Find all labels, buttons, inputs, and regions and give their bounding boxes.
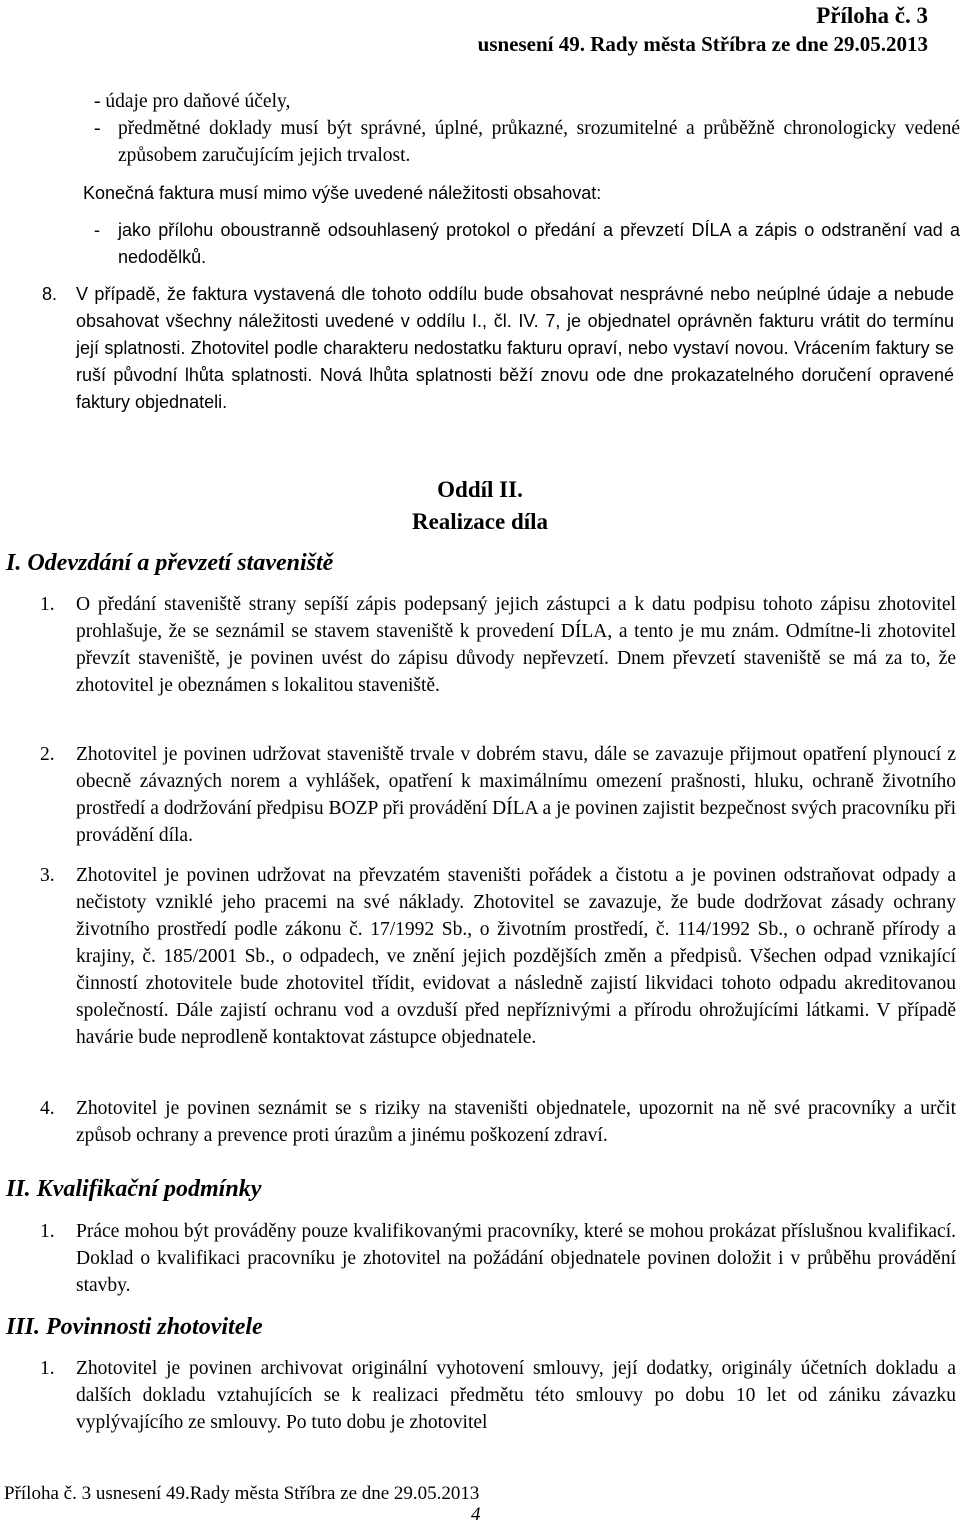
numbered-paragraph bbox=[40, 862, 956, 1051]
list-item-text: předmětné doklady musí být správné, úplné, průkazné, srozumitelné a průběžně chronologicky vedené způsobem zaručujícím jejich trvalost. bbox=[118, 118, 960, 166]
list-dash: - bbox=[94, 118, 101, 139]
part2-heading: II. Kvalifikační podmínky bbox=[6, 1176, 262, 1202]
header-attachment-label: Příloha č. 3 bbox=[816, 3, 928, 28]
page-number: 4 bbox=[471, 1504, 481, 1525]
paragraph-text: V případě, že faktura vystavená dle tohoto oddílu bude obsahovat nesprávné nebo neúplné údaje a nebude obsahovat všechny náležitosti uvedené v oddílu I., čl. IV. 7, je objednatel oprávněn fakturu vrátit do termínu její splatnosti. Zhotovitel podle charakteru nedostatku fakturu opraví, nebo vystaví novou. Vrácením faktury se ruší původní lhůta splatnosti. Nová lhůta splatnosti běží znovu ode dne prokazatelného doručení opravené faktury objednateli. bbox=[76, 284, 954, 412]
part1-heading: I. Odevzdání a převzetí staveniště bbox=[6, 550, 334, 576]
page-footer: Příloha č. 3 usnesení 49.Rady města Stříbra ze dne 29.05.2013 bbox=[4, 1483, 480, 1504]
list-dash: - bbox=[94, 220, 100, 240]
paragraph-text: Zhotovitel je povinen udržovat staveniště trvale v dobrém stavu, dále se zavazuje přijmout opatření plynoucí z obecně závazných norem a vyhlášek, opatření k maximálnímu omezení prašnosti, hluku, ochraně životního prostředí a dodržování předpisu BOZP při provádění DÍLA a je povinen zajistit bezpečnost svých pracovníku při provádění díla. bbox=[76, 744, 956, 846]
list-item bbox=[94, 217, 960, 271]
paragraph-number: 8. bbox=[42, 284, 58, 304]
paragraph-number: 3. bbox=[40, 865, 55, 886]
paragraph-number: 1. bbox=[40, 1221, 55, 1242]
document-header bbox=[478, 2, 928, 58]
numbered-paragraph bbox=[40, 1355, 956, 1436]
section-title bbox=[380, 474, 580, 538]
numbered-paragraph bbox=[40, 1095, 956, 1149]
list-item: - údaje pro daňové účely, bbox=[94, 91, 291, 112]
part3-heading: III. Povinnosti zhotovitele bbox=[6, 1314, 263, 1340]
numbered-paragraph bbox=[40, 741, 956, 849]
paragraph-number: 2. bbox=[40, 744, 55, 765]
paragraph-text: Zhotovitel je povinen udržovat na převzatém staveništi pořádek a čistotu a je povinen odstraňovat odpady a nečistoty vzniklé jeho pracemi na své náklady. Zhotovitel se zavazuje, že bude dodržovat zásady ochrany životního prostředí podle zákonu č. 17/1992 Sb., o životním prostředí, č. 114/1992 Sb., o ochraně přírody a krajiny, č. 185/2001 Sb., o odpadech, ve znění jejich pozdějších změn a předpisů. Všechen odpad vznikající činností zhotovitele bude zhotovitel třídit, evidovat a následně zajistí likvidaci tohoto odpadu akreditovanou společností. Dále zajistí ochranu vod a ovzduší před nepříznivými a přírodu ohrožujícími látkami. V případě havárie bude neprodleně kontaktovat zástupce objednatele. bbox=[76, 865, 956, 1048]
paragraph-text: O předání staveniště strany sepíší zápis podepsaný jejich zástupci a k datu podpisu tohoto zápisu zhotovitel prohlašuje, že se seznámil se stavem staveniště k provedení DÍLA, a tento je mu znám. Odmítne-li zhotovitel převzít staveniště, je povinen uvést do zápisu důvody nepřevzetí. Dnem převzetí staveniště se má za to, že zhotovitel je obeznámen s lokalitou staveniště. bbox=[76, 594, 956, 696]
numbered-paragraph bbox=[40, 591, 956, 699]
final-invoice-intro: Konečná faktura musí mimo výše uvedené náležitosti obsahovat: bbox=[83, 183, 602, 203]
section-name: Realizace díla bbox=[411, 509, 549, 534]
paragraph-number: 4. bbox=[40, 1098, 55, 1119]
numbered-paragraph bbox=[40, 1218, 956, 1299]
paragraph-number: 1. bbox=[40, 594, 55, 615]
list-item-text: jako přílohu oboustranně odsouhlasený protokol o předání a převzetí DÍLA a zápis o odstranění vad a nedodělků. bbox=[118, 220, 960, 267]
paragraph-text: Zhotovitel je povinen seznámit se s riziky na staveništi objednatele, upozornit na ně své pracovníky a určit způsob ochrany a prevence proti úrazům a jinému poškození zdraví. bbox=[76, 1098, 956, 1146]
list-item bbox=[94, 115, 960, 169]
header-resolution-label: usnesení 49. Rady města Stříbra ze dne 29.05.2013 bbox=[477, 32, 928, 56]
numbered-paragraph bbox=[42, 281, 954, 416]
section-number: Oddíl II. bbox=[437, 477, 523, 502]
paragraph-text: Zhotovitel je povinen archivovat originální vyhotovení smlouvy, její dodatky, originály účetních dokladu a dalších dokladu vztahujících se k realizaci předmětu této smlouvy po dobu 10 let od zániku závazku vyplývajícího ze smlouvy. Po tuto dobu je zhotovitel bbox=[76, 1358, 956, 1433]
paragraph-number: 1. bbox=[40, 1358, 55, 1379]
paragraph-text: Práce mohou být prováděny pouze kvalifikovanými pracovníky, které se mohou prokázat příslušnou kvalifikací. Doklad o kvalifikaci pracovníku je zhotovitel na požádání objednatele povinen doložit i v průběhu provádění stavby. bbox=[76, 1221, 956, 1296]
